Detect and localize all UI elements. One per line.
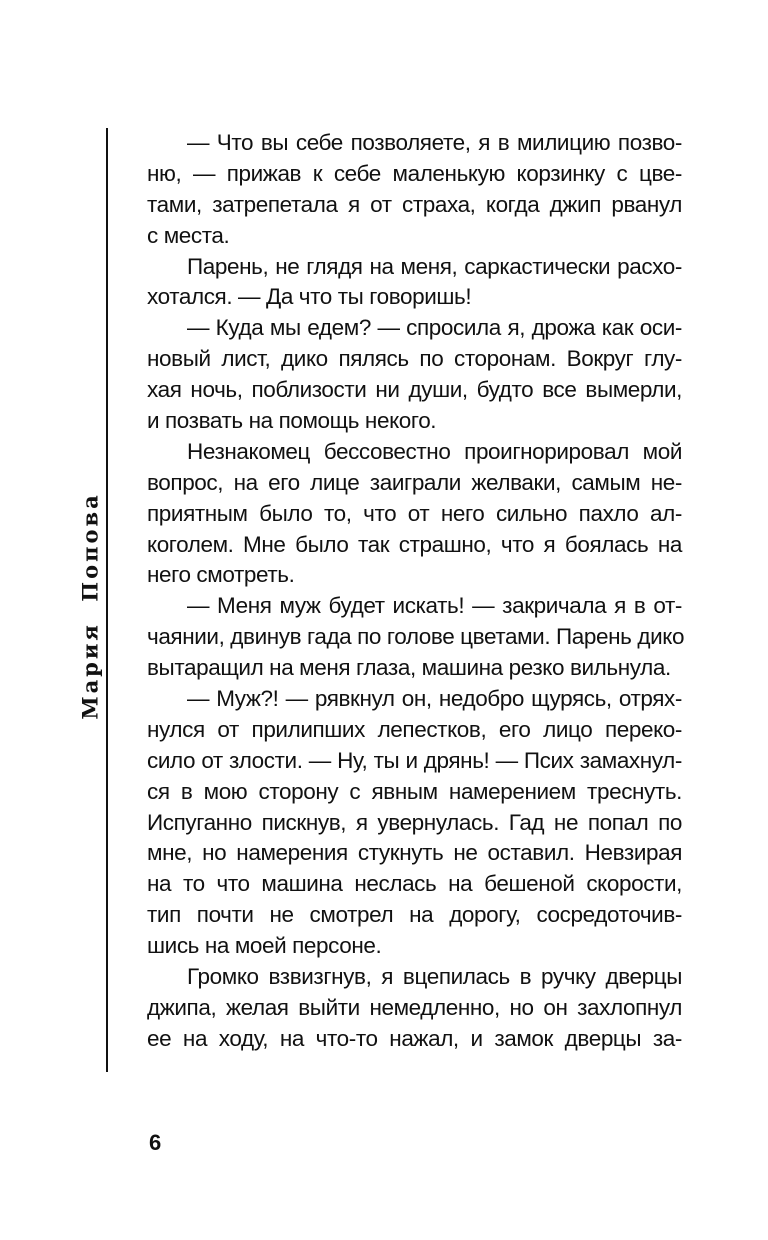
text-line: сило от злости. — Ну, ты и дрянь! — Псих замахнул- xyxy=(147,747,682,773)
text-line: ее на ходу, на что-то нажал, и замок дверцы за- xyxy=(147,1025,682,1051)
text-line: вопрос, на его лице заиграли желваки, самым не- xyxy=(147,469,682,495)
text-line: коголем. Мне было так страшно, что я боялась на xyxy=(147,531,682,557)
text-line: на то что машина неслась на бешеной скорости, xyxy=(147,871,682,897)
text-line: него смотреть. xyxy=(147,562,295,588)
text-line: чаянии, двинув гада по голове цветами. Парень дико xyxy=(147,624,685,650)
text-line: — Муж?! — рявкнул он, недобро щурясь, отрях- xyxy=(187,686,682,712)
running-head-author: Мария Попова xyxy=(77,492,103,720)
body-text xyxy=(147,128,685,1055)
text-line: хая ночь, поблизости ни души, будто все вымерли, xyxy=(147,377,682,403)
text-line: ню, — прижав к себе маленькую корзинку с цве- xyxy=(147,160,682,186)
text-line: Испуганно пискнув, я увернулась. Гад не попал по xyxy=(147,809,682,835)
text-line: ся в мою сторону с явным намерением треснуть. xyxy=(147,778,682,804)
text-line: шись на моей персоне. xyxy=(147,933,382,959)
text-line: мне, но намерения стукнуть не оставил. Невзирая xyxy=(147,840,682,866)
text-line: — Куда мы едем? — спросила я, дрожа как оси- xyxy=(187,315,682,341)
text-line: хотался. — Да что ты говоришь! xyxy=(147,284,472,310)
text-line: тип почти не смотрел на дорогу, сосредоточив- xyxy=(147,902,682,928)
text-line: Незнакомец бессовестно проигнорировал мой xyxy=(187,438,682,464)
text-line: новый лист, дико пялясь по сторонам. Вокруг глу- xyxy=(147,346,682,372)
page-number: 6 xyxy=(149,1130,162,1155)
text-line: вытаращил на меня глаза, машина резко вильнула. xyxy=(147,655,671,681)
text-line: нулся от прилипших лепестков, его лицо переко- xyxy=(147,716,682,742)
text-line: тами, затрепетала я от страха, когда джип рванул xyxy=(147,191,682,217)
text-line: — Что вы себе позволяете, я в милицию позво- xyxy=(187,130,682,155)
text-line: с места. xyxy=(147,222,230,248)
text-line: Громко взвизгнув, я вцепилась в ручку дверцы xyxy=(187,964,682,990)
text-line: Парень, не глядя на меня, саркастически расхо- xyxy=(187,253,682,279)
margin-rule xyxy=(106,128,108,1072)
text-line: джипа, желая выйти немедленно, но он захлопнул xyxy=(147,994,682,1020)
text-line: — Меня муж будет искать! — закричала я в от- xyxy=(187,593,682,619)
text-line: приятным было то, что от него сильно пахло ал- xyxy=(147,500,682,526)
text-line: и позвать на помощь некого. xyxy=(147,408,437,434)
